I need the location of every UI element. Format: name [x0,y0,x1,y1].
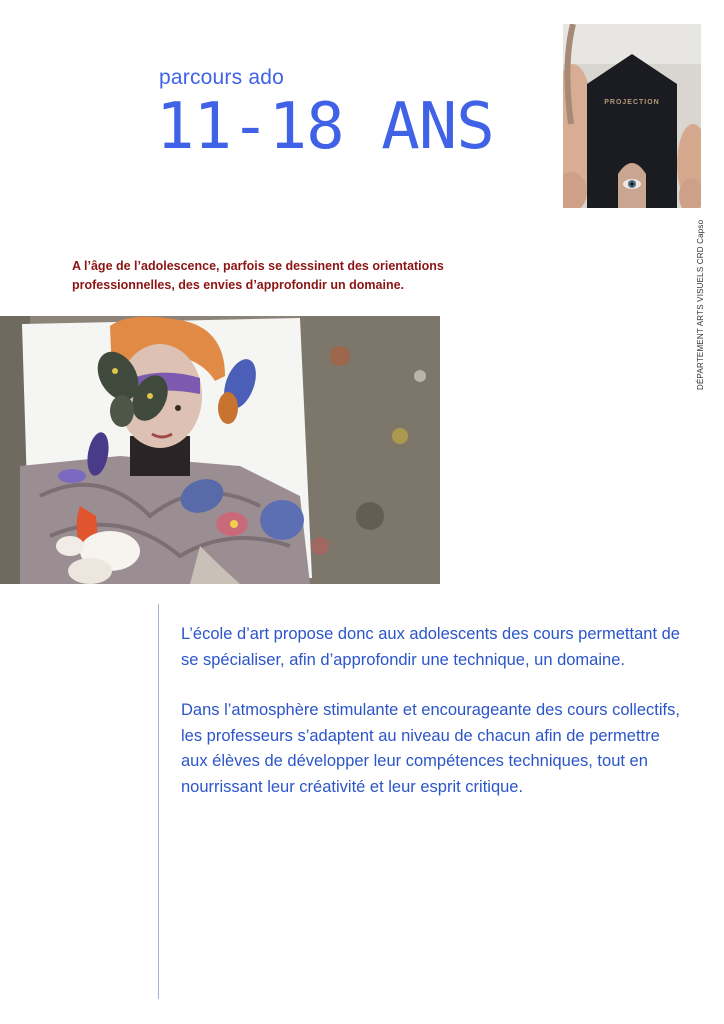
intro-line-2: professionnelles, des envies d’approfondir un domaine. [72,278,405,292]
body-paragraph-1: L’école d’art propose donc aux adolescents des cours permettant de se spécialiser, afin d’approfondir une technique, un domaine. [181,625,680,669]
projection-photo [563,24,701,208]
intro-line-1: A l’âge de l’adolescence, parfois se dessinent des orientations [72,259,444,273]
collage-artwork-photo [0,316,440,584]
section-subtitle: parcours ado [159,66,284,89]
body-paragraph-2: Dans l’atmosphère stimulante et encourageante des cours collectifs, les professeurs s’adaptent au niveau de chacun afin de permettre aux élèves de développer leur compétences techniques, tout en nourrissant leur créativité et leur esprit critique. [181,701,680,796]
page-title: 11-18 ANS [156,90,494,164]
body-text [181,622,681,825]
intro-text [72,257,472,295]
box-label: PROJECTION [604,99,660,106]
vertical-rule [158,604,159,999]
side-label-text: DÉPARTEMENT ARTS VISUELS CRD Capso [696,219,705,390]
